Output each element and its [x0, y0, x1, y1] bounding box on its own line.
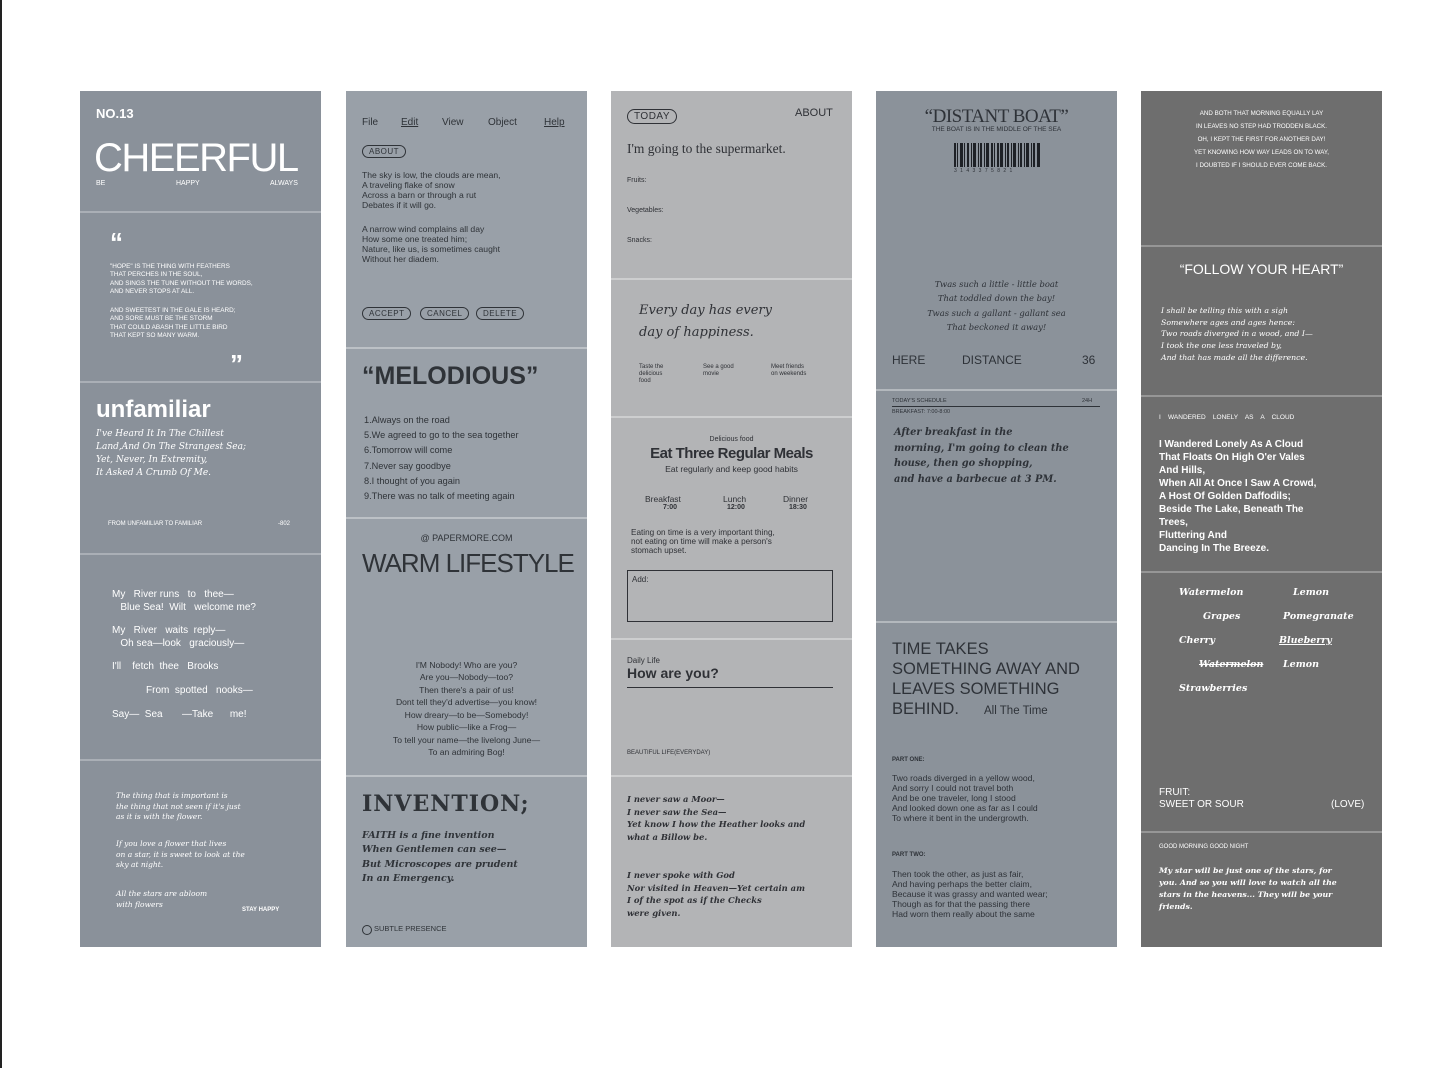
- morning-poem-section: [1141, 91, 1382, 247]
- code-label: -802: [278, 521, 291, 527]
- faith-poem: FAITH is a fine invention When Gentlemen can see— But Microscopes are prudent In an Emergency.: [362, 830, 518, 884]
- left-border-line: [0, 0, 2, 1068]
- sky-stanza-1: The sky is low, the clouds are mean, A traveling flake of snow Across a barn or through a rut Debates if it will go.: [362, 170, 501, 210]
- about-label: ABOUT: [795, 107, 833, 119]
- cloud-poem: I Wandered Lonely As A Cloud That Floats On High O'er Vales And Hills, When All At Once I Saw A Crowd, A Host Of Golden Daffodils; Beside The Lake, Beneath The Trees, Fluttering And Dancing In The Breeze.: [1159, 439, 1317, 554]
- follow-heart-poem: I shall be telling this with a sigh Somewhere ages and ages hence: Two roads diverged in a wood, and I— I took the one less traveled by, And that has made all the difference.: [1161, 306, 1313, 362]
- menu-edit: Edit: [401, 117, 419, 128]
- cloud-poem-section: [1141, 397, 1382, 573]
- subtle-presence-label: SUBTLE PRESENCE: [374, 924, 447, 933]
- invention-section: [346, 777, 587, 947]
- nobody-poem: I'M Nobody! Who are you? Are you—Nobody—too? Then there's a pair of us! Dont tell they'd advertise—you know! How dreary—to be—Somebody! How public—like a Frog— To tell your name—the livelong June— To an admiring Bog!: [392, 660, 541, 758]
- circle-icon: [362, 925, 372, 935]
- warm-lifestyle-section: [346, 519, 587, 777]
- menu-help: Help: [544, 117, 565, 128]
- good-morning-label: GOOD MORNING GOOD NIGHT: [1159, 844, 1249, 850]
- part-two-text: Then took the other, as just as fair, And having perhaps the better claim, Because it was grassy and wanted wear; Though as for that the passing there Had worn them really about the same: [892, 869, 1048, 919]
- distant-boat-section: [876, 91, 1117, 391]
- fruit-strawberries: Strawberries: [1179, 683, 1248, 694]
- menu-object: Object: [488, 117, 517, 128]
- sky-stanza-2: A narrow wind complains all day How some one treated him; Nature, like us, is sometimes caught Without her diadem.: [362, 224, 501, 264]
- column-taste: Taste the delicious food: [639, 364, 664, 384]
- good-night-section: [1141, 833, 1382, 947]
- from-unfamiliar-label: FROM UNFAMILIAR TO FAMILIAR: [108, 521, 203, 527]
- eating-text: Eating on time is a very important thing, not eating on time will make a person's stomach upset.: [631, 528, 775, 556]
- fruit-watermelon-2: Watermelon: [1199, 659, 1264, 670]
- prince-text-1: The thing that is important is the thing that not seen if it's just as it is with the flower.: [116, 791, 241, 821]
- bookmark-strip-daily-life: [611, 91, 852, 947]
- meals-subtitle: Eat regularly and keep good habits: [665, 464, 798, 474]
- boat-subtitle: THE BOAT IS IN THE MIDDLE OF THE SEA: [931, 126, 1062, 133]
- add-input-box: [627, 570, 833, 622]
- snacks-label: Snacks:: [627, 237, 652, 244]
- open-quote-mark: “: [110, 227, 123, 257]
- unfamiliar-title: unfamiliar: [96, 396, 211, 423]
- follow-heart-title: “FOLLOW YOUR HEART”: [1179, 261, 1344, 277]
- breakfast-time: 7:00: [663, 504, 678, 511]
- menu-view: View: [442, 117, 464, 128]
- moor-stanza-2: I never spoke with God Nor visited in Heaven—Yet certain am I of the spot as if the Checks were given.: [627, 870, 805, 918]
- website-label: @ PAPERMORE.COM: [420, 533, 513, 543]
- moor-poem-section: [611, 777, 852, 947]
- hope-quote-section: [80, 213, 321, 383]
- warm-lifestyle-title: WARM LIFESTYLE: [362, 548, 574, 578]
- fruit-grapes: Grapes: [1203, 611, 1241, 622]
- subtitle-happy: HAPPY: [176, 180, 200, 187]
- subtitle-be: BE: [96, 180, 106, 187]
- melodious-section: [346, 349, 587, 519]
- after-breakfast-text: After breakfast in the morning, I'm going to clean the house, then go shopping, and have a barbecue at 3 PM.: [894, 427, 1069, 486]
- subtitle-always: ALWAYS: [270, 180, 298, 187]
- fruit-lemon-2: Lemon: [1283, 659, 1320, 670]
- beautiful-life-label: BEAUTIFUL LIFE(EVERYDAY): [627, 750, 711, 756]
- fruits-section: [1141, 573, 1382, 833]
- dinner-label: Dinner: [783, 494, 809, 504]
- accept-button: ACCEPT: [362, 307, 411, 320]
- road-not-taken-section: [876, 623, 1117, 947]
- poem-line-4: From spotted nooks—: [146, 685, 253, 696]
- supermarket-text: I'm going to the supermarket.: [627, 141, 786, 156]
- fruit-sweet-sour-label: FRUIT: SWEET OR SOUR: [1159, 787, 1244, 810]
- barcode-icon: [954, 143, 1040, 167]
- stay-happy-label: STAY HAPPY: [242, 907, 280, 913]
- follow-heart-section: [1141, 247, 1382, 397]
- hours-label: 24H: [1082, 398, 1093, 404]
- delete-button: DELETE: [476, 307, 524, 320]
- melodious-title: “MELODIOUS”: [362, 362, 539, 390]
- cancel-button: CANCEL: [420, 307, 469, 320]
- morning-poem: AND BOTH THAT MORNING EQUALLY LAY IN LEAVES NO STEP HAD TRODDEN BLACK. OH, I KEPT THE FIRST FOR ANOTHER DAY! YET KNOWING HOW WAY LEADS ON TO WAY, I DOUBTED IF I SHOULD EVER COME BACK.: [1194, 110, 1329, 169]
- bookmark-strip-distant-boat: [876, 91, 1117, 947]
- melodious-list: 1.Always on the road 5.We agreed to go to the sea together 6.Tomorrow will come 7.Never say goodbye 8.I thought of you again 9.There was no talk of meeting again: [364, 415, 519, 501]
- invention-title: INVENTION;: [362, 791, 530, 817]
- unfamiliar-section: [80, 383, 321, 555]
- column-movie: See a good movie: [703, 364, 734, 377]
- poem-line-5: Say— Sea —Take me!: [112, 709, 247, 720]
- vegetables-label: Vegetables:: [627, 207, 664, 214]
- breakfast-time-label: BREAKFAST: 7:00-8:00: [892, 409, 951, 415]
- how-are-you-section: [611, 640, 852, 777]
- cheerful-header: [80, 91, 321, 213]
- dinner-time: 18:30: [789, 504, 807, 511]
- every-day-text: Every day has every day of happiness.: [639, 303, 772, 341]
- river-poem-section: [80, 555, 321, 761]
- lunch-label: Lunch: [723, 494, 747, 504]
- time-takes-title: TIME TAKES SOMETHING AWAY AND LEAVES SOMETHING BEHIND.: [892, 640, 1080, 719]
- bookmark-strip-cheerful: [80, 91, 321, 947]
- meals-section: [611, 418, 852, 640]
- breakfast-label: Breakfast: [645, 494, 681, 504]
- wandered-label: I WANDERED LONELY AS A CLOUD: [1159, 414, 1295, 421]
- part-two-label: PART TWO:: [892, 852, 926, 858]
- fruit-watermelon: Watermelon: [1179, 587, 1244, 598]
- today-pill: TODAY: [627, 109, 677, 124]
- distant-boat-title: “DISTANT BOAT”: [924, 106, 1069, 127]
- moor-stanza-1: I never saw a Moor— I never saw the Sea— Yet know I how the Heather looks and what a Billow be.: [627, 794, 806, 842]
- column-friends: Meet friends on weekends: [771, 364, 807, 377]
- supermarket-section: [611, 91, 852, 280]
- lunch-time: 12:00: [727, 504, 745, 511]
- bookmark-strip-melodious: [346, 91, 587, 947]
- here-label: HERE: [892, 353, 926, 367]
- schedule-label: TODAY'S SCHEDULE: [892, 398, 947, 404]
- hope-paragraph-2: AND SWEETEST IN THE GALE IS HEARD; AND SORE MUST BE THE STORM THAT COULD ABASH THE LITTLE BIRD THAT KEPT SO MANY WARM.: [110, 307, 236, 339]
- barcode-number: 3 1 4 3 3 7 5 8 2 1: [954, 168, 1014, 174]
- title-underline: [627, 687, 833, 688]
- distance-number: 36: [1082, 353, 1096, 367]
- unfamiliar-text: I've Heard It In The Chillest Land,And On The Strangest Sea; Yet, Never, In Extremity, It Asked A Crumb Of Me.: [96, 429, 247, 479]
- happiness-section: [611, 280, 852, 418]
- all-the-time-label: All The Time: [984, 705, 1048, 717]
- daily-life-label: Daily Life: [627, 656, 660, 665]
- part-one-label: PART ONE:: [892, 757, 925, 763]
- schedule-rule: [892, 406, 1100, 407]
- meals-title: Eat Three Regular Meals: [650, 445, 813, 462]
- cheerful-title: CHEERFUL: [94, 136, 298, 180]
- fruit-lemon: Lemon: [1293, 587, 1330, 598]
- love-label: (LOVE): [1331, 799, 1365, 810]
- fruits-label: Fruits:: [627, 177, 647, 184]
- issue-number: NO.13: [96, 106, 134, 121]
- delicious-food-label: Delicious food: [709, 436, 754, 443]
- poem-line-3: I'll fetch thee Brooks: [112, 661, 219, 672]
- about-pill: ABOUT: [362, 145, 406, 158]
- fruit-cherry: Cherry: [1179, 635, 1216, 646]
- bookmark-strip-follow-your-heart: [1141, 91, 1382, 947]
- poem-line-1: My River runs to thee— Blue Sea! Wilt welcome me?: [112, 589, 256, 613]
- little-prince-section: [80, 761, 321, 947]
- fruit-blueberry: Blueberry: [1279, 635, 1332, 646]
- menu-window-section: [346, 91, 587, 349]
- part-one-text: Two roads diverged in a yellow wood, And sorry I could not travel both And be one traveler, long I stood And looked down one as far as I could To where it bent in the undergrowth.: [892, 773, 1038, 823]
- star-text: My star will be just one of the stars, for you. And so you will love to watch all the stars in the heavens... They will be your friends.: [1159, 866, 1337, 912]
- prince-text-3: All the stars are abloom with flowers: [116, 889, 208, 909]
- little-boat-poem: Twas such a little - little boat That toddled down the bay! Twas such a gallant - gallant sea That beckoned it away!: [927, 279, 1066, 332]
- fruit-pomegranate: Pomegranate: [1283, 611, 1354, 622]
- menu-file: File: [362, 117, 379, 128]
- prince-text-2: If you love a flower that lives on a star, it is sweet to look at the sky at night.: [116, 839, 245, 869]
- poem-line-2: My River waits reply— Oh sea—look graciously—: [112, 625, 245, 649]
- hope-paragraph-1: "HOPE" IS THE THING WITH FEATHERS THAT PERCHES IN THE SOUL, AND SINGS THE TUNE WITHOUT THE WORDS, AND NEVER STOPS AT ALL.: [110, 263, 253, 295]
- add-label: Add:: [632, 575, 649, 584]
- distance-label: DISTANCE: [962, 353, 1022, 367]
- how-are-you-title: How are you?: [627, 665, 719, 681]
- close-quote-mark: ”: [230, 349, 243, 379]
- schedule-section: [876, 391, 1117, 623]
